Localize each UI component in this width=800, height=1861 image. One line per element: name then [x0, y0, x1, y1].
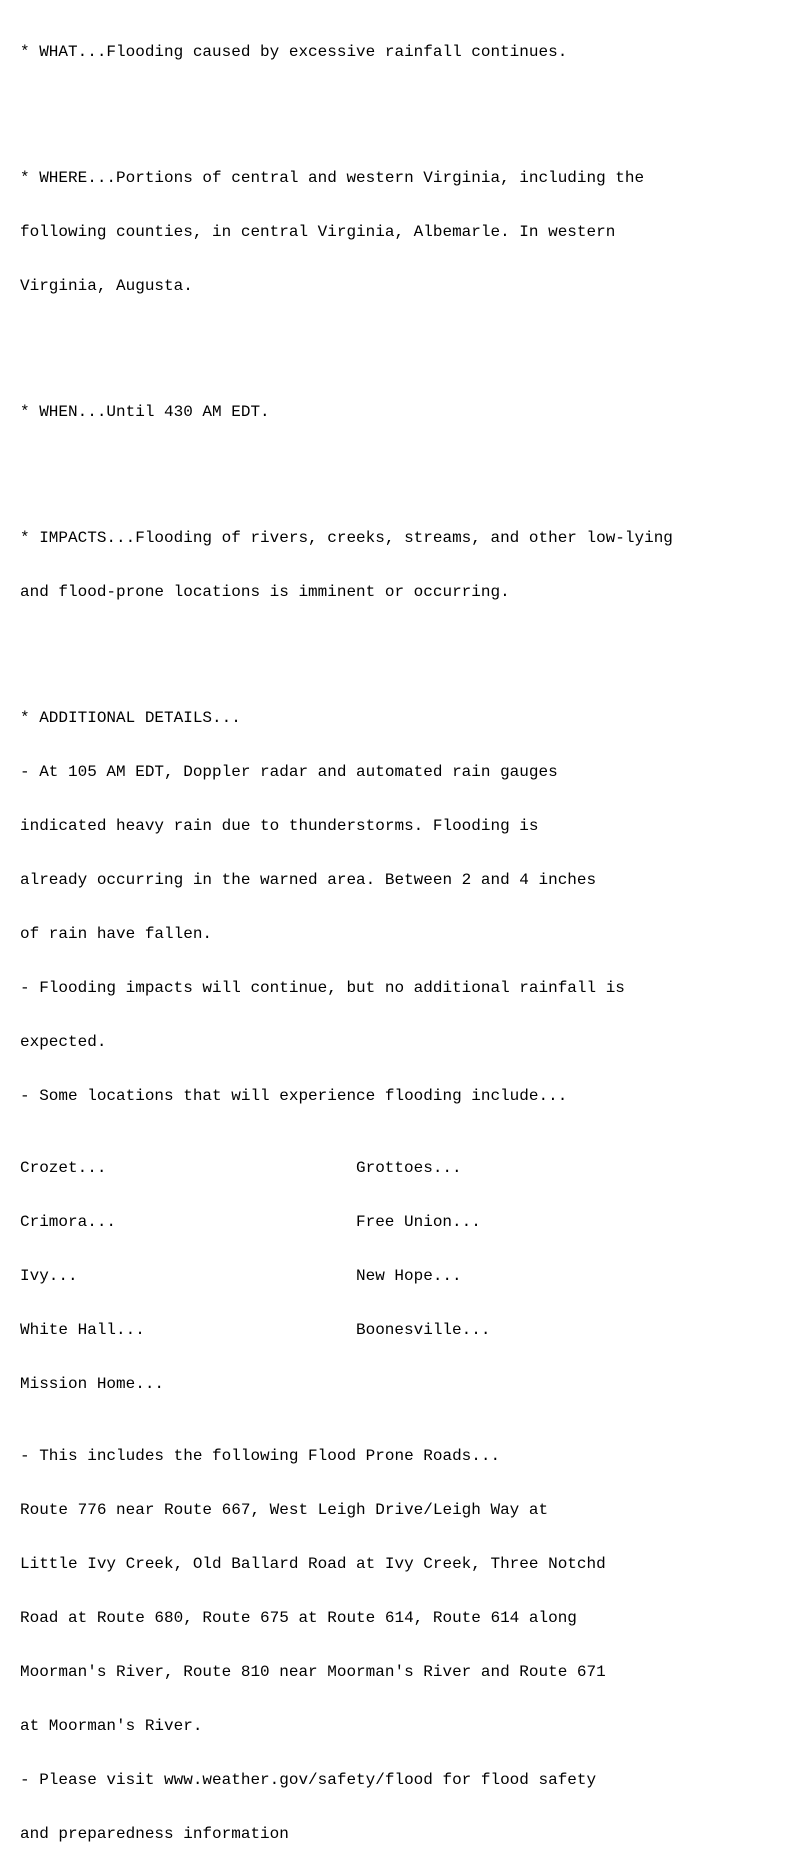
roads-line-4: Road at Route 680, Route 675 at Route 614, Route 614 along — [20, 1609, 577, 1627]
roads-line-6: at Moorman's River. — [20, 1717, 203, 1735]
blank-line — [20, 637, 673, 655]
blank-line — [20, 97, 673, 115]
location-left: White Hall... — [20, 1321, 145, 1339]
visit-line-2: and preparedness information — [20, 1825, 289, 1843]
details-heading: * ADDITIONAL DETAILS... — [20, 709, 241, 727]
roads-line-2: Route 776 near Route 667, West Leigh Drive/Leigh Way at — [20, 1501, 549, 1519]
warning-text — [20, 7, 673, 1861]
roads-line-1: - This includes the following Flood Prone Roads... — [20, 1447, 501, 1465]
location-right: Grottoes... — [356, 1159, 462, 1177]
blank-line — [20, 457, 673, 475]
what-line: * WHAT...Flooding caused by excessive rainfall continues. — [20, 43, 568, 61]
when-line: * WHEN...Until 430 AM EDT. — [20, 403, 270, 421]
radar-line-1: - At 105 AM EDT, Doppler radar and automated rain gauges — [20, 763, 558, 781]
location-right: Free Union... — [356, 1213, 481, 1231]
location-left: Crimora... — [20, 1213, 117, 1231]
location-right: Boonesville... — [356, 1321, 491, 1339]
location-row — [20, 1375, 673, 1393]
impacts-line-2: and flood-prone locations is imminent or occurring. — [20, 583, 510, 601]
location-row — [20, 1321, 673, 1339]
location-row — [20, 1267, 673, 1285]
location-right: New Hope... — [356, 1267, 462, 1285]
location-row — [20, 1159, 673, 1177]
continue-line-2: expected. — [20, 1033, 107, 1051]
visit-line-1: - Please visit www.weather.gov/safety/flood for flood safety — [20, 1771, 597, 1789]
radar-line-4: of rain have fallen. — [20, 925, 213, 943]
continue-line-1: - Flooding impacts will continue, but no additional rainfall is — [20, 979, 625, 997]
roads-line-3: Little Ivy Creek, Old Ballard Road at Ivy Creek, Three Notchd — [20, 1555, 606, 1573]
location-left: Mission Home... — [20, 1375, 165, 1393]
locations-intro: - Some locations that will experience flooding include... — [20, 1087, 568, 1105]
radar-line-3: already occurring in the warned area. Between 2 and 4 inches — [20, 871, 597, 889]
where-line-1: * WHERE...Portions of central and western Virginia, including the — [20, 169, 645, 187]
where-line-2: following counties, in central Virginia, Albemarle. In western — [20, 223, 616, 241]
location-left: Crozet... — [20, 1159, 107, 1177]
radar-line-2: indicated heavy rain due to thunderstorms. Flooding is — [20, 817, 539, 835]
where-line-3: Virginia, Augusta. — [20, 277, 193, 295]
blank-line — [20, 331, 673, 349]
impacts-line-1: * IMPACTS...Flooding of rivers, creeks, streams, and other low-lying — [20, 529, 673, 547]
roads-line-5: Moorman's River, Route 810 near Moorman's River and Route 671 — [20, 1663, 606, 1681]
location-row — [20, 1213, 673, 1231]
location-left: Ivy... — [20, 1267, 78, 1285]
